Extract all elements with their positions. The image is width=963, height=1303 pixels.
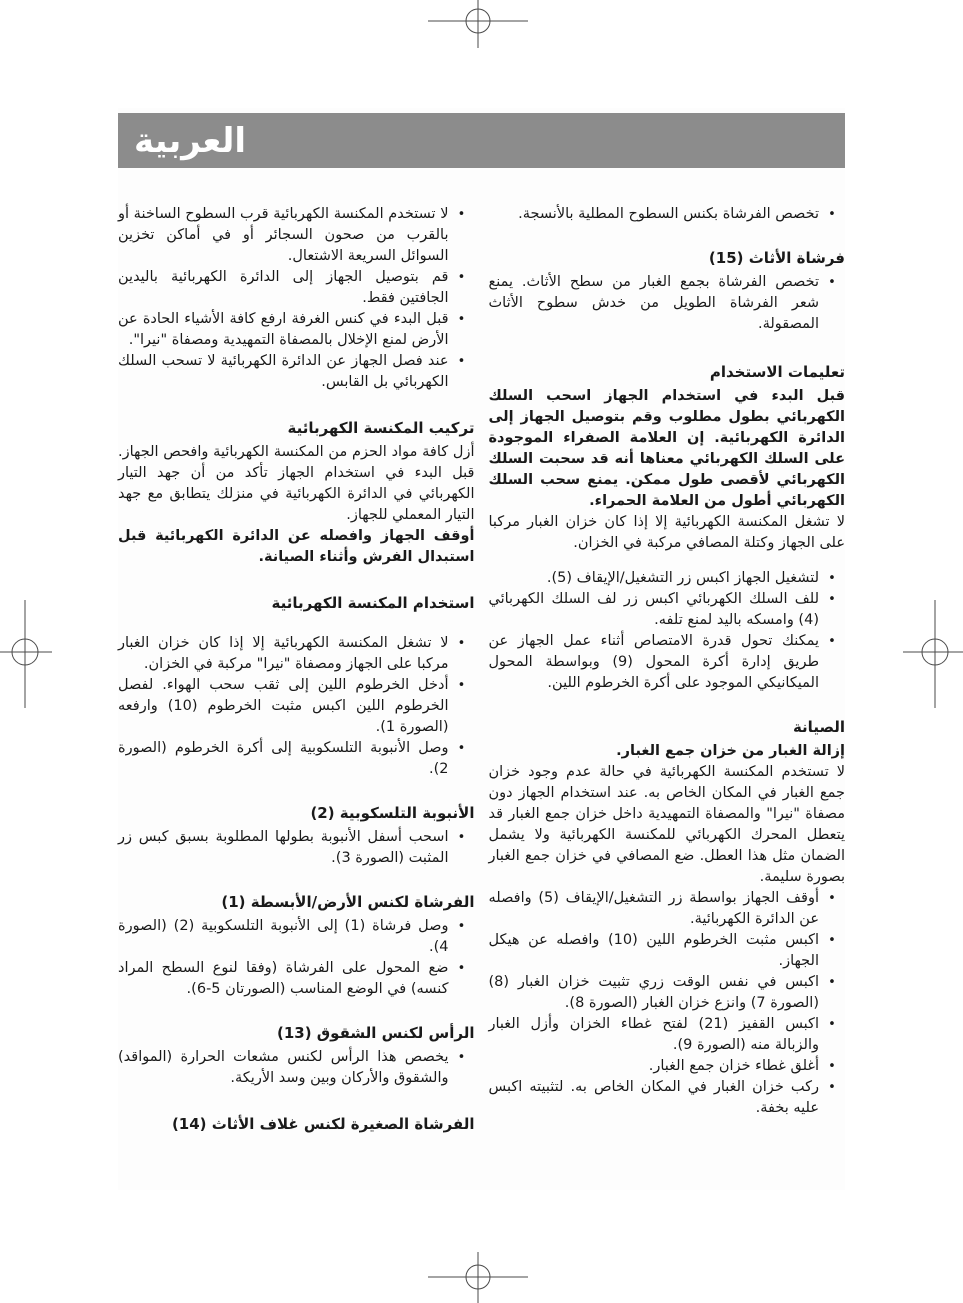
list-item xyxy=(118,675,475,738)
list-item xyxy=(489,972,846,1014)
list-item xyxy=(489,930,846,972)
bullet-icon: • xyxy=(828,891,836,906)
spacer xyxy=(118,780,475,802)
registration-mark-bottom-icon xyxy=(428,1252,528,1303)
list-item-text: ركب خزان الغبار في المكان الخاص به. لتثبيته اكبس عليه بخفة. xyxy=(488,1079,819,1116)
list-item-text: اكبس مثبت الخرطوم اللين (10) وافصله عن هيكل الجهاز. xyxy=(488,932,819,969)
section-heading: الفرشاة لكنس الأرض/الأبسطة (1) xyxy=(221,893,475,911)
paragraph-bold: إزالة الغبار من خزان جمع الغبار. xyxy=(616,743,845,759)
spacer xyxy=(489,554,846,568)
list-item-text: ضع المحول على الفرشاة (وفقا لنوع السطح المراد كنسه) في الوضع المناسب (الصورتان 5-6). xyxy=(118,960,449,997)
bullet-icon: • xyxy=(457,830,466,845)
list-item xyxy=(489,1077,846,1119)
registration-mark-left-icon xyxy=(0,600,52,708)
bullet-icon: • xyxy=(828,634,836,649)
bullet-icon: • xyxy=(457,636,466,651)
list-item xyxy=(118,1047,475,1089)
list-item xyxy=(489,1014,846,1056)
section-heading: فرشاة الأثاث (15) xyxy=(708,249,845,267)
bullet-icon: • xyxy=(457,354,466,369)
list-item xyxy=(489,589,846,631)
spacer xyxy=(118,869,475,891)
bullet-icon: • xyxy=(457,961,466,976)
list-item-text: لا تستخدم المكنسة الكهربائية قرب السطوح الساخنة أو بالقرب من صحون السجائر أو في أماكن تخزين السوائل السريعة الاشتعال. xyxy=(118,206,449,264)
list-item-text: لتشغيل الجهاز اكبس زر التشغيل/الإيقاف (5). xyxy=(546,570,819,586)
list-item-text: أوقف الجهاز بواسطة زر التشغيل/الإيقاف (5) وافصله عن الدائرة الكهربائية. xyxy=(488,890,819,927)
list-item-text: أدخل الخرطوم اللين إلى ثقب سحب الهواء. لفصل الخرطوم اللين اكبس مثبت الخرطوم (10) وارفعه (الصورة 1). xyxy=(118,677,449,735)
list-item xyxy=(489,272,846,335)
list-item-text: يخصص هذا الرأس لكنس مشعات الحرارة (المواقد) والشقوق والأركان وبين وسد الأريكة. xyxy=(118,1049,449,1086)
list-item-text: وصل فرشاة (1) إلى الأنبوبة التلسكوبية (2) (الصورة 4). xyxy=(118,918,449,955)
spacer xyxy=(489,335,846,361)
list-item-text: اسحب أسفل الأنبوبة بطولها المطلوبة بسبق كبس زر المثبت (الصورة 3). xyxy=(118,829,449,866)
spacer xyxy=(118,1089,475,1113)
paragraph: لا تشغل المكنسة الكهربائية إلا إذا كان خزان الغبار مركبا على الجهاز وكتلة المصافي مركبة في الخزان. xyxy=(488,514,845,551)
bullet-icon: • xyxy=(457,270,466,285)
bullet-icon: • xyxy=(828,933,836,948)
spacer xyxy=(489,694,846,716)
paragraph-bold: أوقف الجهاز وافصله عن الدائرة الكهربائية قبل استبدال الفرش وأثناء الصيانة. xyxy=(118,528,475,565)
bullet-icon: • xyxy=(828,592,836,607)
list-item-text: للف السلك الكهربائي اكبس زر لف السلك الكهربائي (4) وامسكه باليد لمنع تلفه. xyxy=(488,591,819,628)
list-item-text: قبل البدء في كنس الغرفة ارفع كافة الأشياء الحادة عن الأرض لمنع الإخلال بالمصفاة التمهيدية ومصفاة "نيرا". xyxy=(118,311,449,348)
list-item xyxy=(118,916,475,958)
column-left xyxy=(118,204,475,1138)
section-heading: تركيب المكنسة الكهربائية xyxy=(287,419,475,437)
list-item xyxy=(118,309,475,351)
registration-mark-top-icon xyxy=(428,0,528,48)
bullet-icon: • xyxy=(457,312,466,327)
list-item-text: عند فصل الجهاز عن الدائرة الكهربائية لا تسحب السلك الكهربائي بل القابس. xyxy=(118,353,449,390)
list-item xyxy=(118,633,475,675)
list-item-text: تخصص الفرشاة بجمع الغبار من سطح الأثاث. يمنع شعر الفرشاة الطويل من خدش سطوح الأثاث المصقولة. xyxy=(488,274,819,332)
bullet-icon: • xyxy=(828,975,836,990)
bullet-icon: • xyxy=(828,1059,836,1074)
paragraph-bold: قبل البدء في استخدام الجهاز اسحب السلك الكهربائي بطول مطلوب وقم بتوصيل الجهاز إلى الدائرة الكهربائية. إن العلامة الصفراء الموجودة على السلك الكهربائي معناها أنه قد سحبت السلك الكهربائي لأقصى طول ممكن. يمنع سحب السلك الكهربائي أطول من العلامة الحمراء. xyxy=(488,388,845,509)
list-item-text: لا تشغل المكنسة الكهربائية إلا إذا كان خزان الغبار مركبا على الجهاز ومصفاة "نيرا" مركبة في الخزان. xyxy=(118,635,449,672)
language-banner-title: العربية xyxy=(134,120,247,161)
list-item xyxy=(118,267,475,309)
bullet-icon: • xyxy=(457,741,466,756)
list-item-text: اكبس القفيز (21) لفتح غطاء الخزان وأزل الغبار والزبالة منه (الصورة 9). xyxy=(488,1016,819,1053)
list-item-text: قم بتوصيل الجهاز إلى الدائرة الكهربائية باليدين الجافتين فقط. xyxy=(118,269,449,306)
bullet-icon: • xyxy=(457,678,466,693)
registration-mark-right-icon xyxy=(903,600,963,708)
spacer xyxy=(118,1000,475,1022)
list-item-text: اكبس في نفس الوقت زري تثبيت خزان الغبار (8) (الصورة 7) وانزع خزان الغبار (الصورة 8). xyxy=(488,974,819,1011)
bullet-icon: • xyxy=(828,1017,836,1032)
list-item xyxy=(489,888,846,930)
section-heading: الفرشاة الصغيرة لكنس غلاف الأثاث (14) xyxy=(171,1115,475,1133)
language-banner xyxy=(118,113,845,168)
paragraph: لا تستخدم المكنسة الكهربائية في حالة عدم وجود خزان جمع الغبار في المكان الخاص به. عند استخدام الجهاز دون مصفاة "نيرا" والمصفاة التمهيدية داخل خزان جمع الغبار قد يتعطل المحرك الكهربائي للمكنسة الكهربائية ولا يشمل الضمان مثل هذا العطل. ضع المصافي في خزان جمع الغبار بصورة سليمة. xyxy=(488,764,845,885)
list-item-text: أغلق غطاء خزان جمع الغبار. xyxy=(648,1058,819,1074)
section-heading: الأنبوبة التلسكوبية (2) xyxy=(310,804,475,822)
bullet-icon: • xyxy=(828,571,836,586)
list-item-text: وصل الأنبوبة التلسكوبية إلى أكرة الخرطوم (الصورة 2). xyxy=(118,740,449,777)
bullet-icon: • xyxy=(457,1050,466,1065)
bullet-icon: • xyxy=(828,1080,836,1095)
list-item xyxy=(489,568,846,589)
spacer xyxy=(489,225,846,247)
bullet-icon: • xyxy=(457,207,466,222)
column-right xyxy=(489,204,846,1138)
list-item xyxy=(118,958,475,1000)
bullet-icon: • xyxy=(457,919,466,934)
spacer xyxy=(118,617,475,633)
section-heading: الصيانة xyxy=(792,718,845,736)
paragraph: أزل كافة مواد الحزم من المكنسة الكهربائية وافحص الجهاز. قبل البدء في استخدام الجهاز تأكد من أن جهد التيار الكهربائي في الدائرة الكهربائية في منزلك يتطابق مع جهد التيار المعملي للجهاز. xyxy=(118,444,475,523)
section-heading: الرأس لكنس الشقوق (13) xyxy=(276,1024,475,1042)
list-item xyxy=(118,204,475,267)
list-item xyxy=(118,827,475,869)
list-item xyxy=(489,631,846,694)
list-item xyxy=(118,351,475,393)
bullet-icon: • xyxy=(828,275,836,290)
list-item xyxy=(489,1056,846,1077)
list-item xyxy=(118,738,475,780)
manual-columns xyxy=(118,204,845,1138)
list-item xyxy=(489,204,846,225)
spacer xyxy=(118,568,475,592)
list-item-text: يمكنك تحول قدرة الامتصاص أثناء عمل الجهاز عن طريق إدارة أكرة المحول (9) وبواسطة المحول الميكانيكي الموجود على أكرة الخرطوم اللين. xyxy=(488,633,820,691)
spacer xyxy=(118,393,475,417)
section-heading: تعليمات الاستخدام xyxy=(709,363,845,381)
section-heading: استخدام المكنسة الكهربائية xyxy=(271,594,475,612)
list-item-text: تخصص الفرشاة بكنس السطوح المطلية بالأنسجة. xyxy=(518,206,819,222)
bullet-icon: • xyxy=(828,207,836,222)
